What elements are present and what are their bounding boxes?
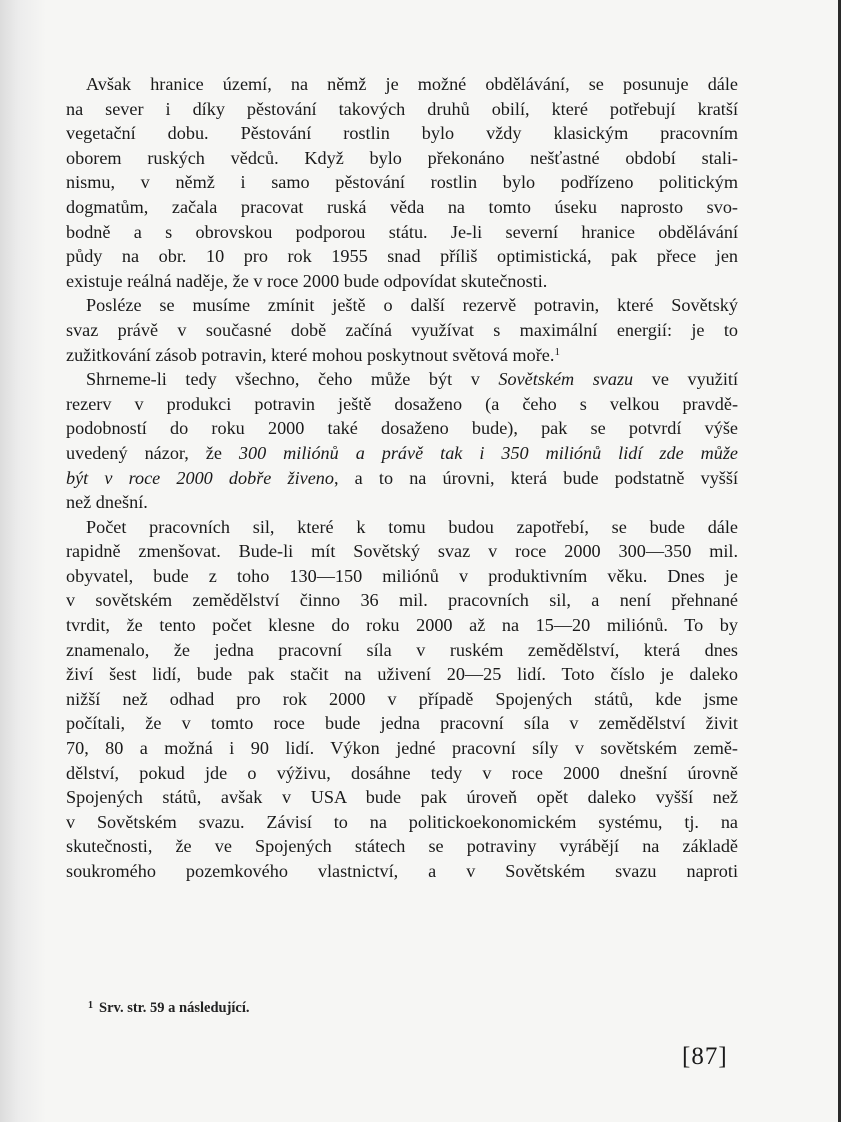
text-line: soukromého pozemkového vlastnictví, a v Sovětském svazu naproti	[66, 861, 738, 881]
text-line: oborem ruských vědců. Když bylo překonáno nešťastné období stali-	[66, 147, 738, 168]
footnote	[88, 1000, 250, 1017]
text-line: na sever i díky pěstování takových druhů obilí, které potřebují kratší	[66, 98, 738, 119]
emphasis: 300 miliónů a právě tak i 350 miliónů lidí zde může	[238, 442, 738, 463]
text-line: Počet pracovních sil, které k tomu budou zapotřebí, se bude dále	[86, 516, 738, 537]
text-line: nismu, v němž i samo pěstování rostlin bylo podřízeno politickým	[66, 172, 738, 193]
text-line-content: zužitkování zásob potravin, které mohou poskytnout světová moře.	[66, 344, 555, 365]
paragraph-1	[66, 72, 738, 293]
text-line	[66, 441, 738, 466]
text-line: Avšak hranice území, na němž je možné obdělávání, se posunuje dále	[86, 74, 738, 94]
text-run: Shrneme-li tedy všechno, čeho může být v	[86, 369, 499, 390]
text-line: Posléze se musíme zmínit ještě o další rezervě potravin, které Sovětský	[86, 295, 738, 316]
text-line: půdy na obr. 10 pro rok 1955 snad příliš optimistická, pak přece jen	[66, 246, 738, 267]
text-line: obyvatel, bude z toho 130—150 miliónů v produktivním věku. Dnes je	[66, 565, 738, 586]
text-line: počítali, že v tomto roce bude jedna pracovní síla v zemědělství živit	[66, 713, 738, 734]
text-line: živí šest lidí, bude pak stačit na uživení 20—25 lidí. Toto číslo je daleko	[66, 664, 738, 685]
text-line: v Sovětském svazu. Závisí to na politickoekonomickém systému, tj. na	[66, 811, 738, 832]
text-line	[66, 367, 738, 392]
text-line: vegetační dobu. Pěstování rostlin bylo vždy klasickým pracovním	[66, 123, 738, 144]
paragraph-3	[66, 367, 738, 515]
text-line	[66, 466, 738, 491]
text-line: dělství, pokud jde o výživu, dosáhne tedy v roce 2000 dnešní úrovně	[66, 762, 738, 783]
text-line: než dnešní.	[66, 492, 148, 513]
text-run: uvedený názor, že	[66, 442, 239, 463]
text-line: skutečnosti, že ve Spojených státech se potraviny vyrábějí na základě	[66, 836, 738, 857]
footnote-reference[interactable]: 1	[554, 345, 560, 358]
text-run: ve využití	[633, 369, 738, 390]
footnote-marker: 1	[88, 1000, 93, 1011]
text-line: bodně a s obrovskou podporou státu. Je-li severní hranice obdělávání	[66, 221, 738, 242]
text-run: , a to na úrovni, která bude podstatně vyšší	[333, 467, 738, 488]
page-body	[66, 72, 738, 884]
text-line: znamenalo, že jedna pracovní síla v ruském zemědělství, která dnes	[66, 639, 738, 660]
paragraph-2	[66, 293, 738, 367]
emphasis: být v roce 2000 dobře živeno	[66, 467, 334, 488]
text-line: podobností do roku 2000 také dosaženo bude), pak se potvrdí výše	[66, 418, 738, 439]
text-line: rezerv v produkci potravin ještě dosaženo (a čeho s velkou pravdě-	[66, 393, 738, 414]
text-line: nižší než odhad pro rok 2000 v případě Spojených států, kde jsme	[66, 688, 738, 709]
text-line: svaz právě v současné době začíná využívat s maximální energií: je to	[66, 319, 738, 340]
text-line: 70, 80 a možná i 90 lidí. Výkon jedné pracovní síly v sovětském země-	[66, 738, 738, 759]
text-line: tvrdit, že tento počet klesne do roku 2000 až na 15—20 miliónů. To by	[66, 615, 738, 636]
text-line	[66, 343, 738, 368]
text-line: existuje reálná naděje, že v roce 2000 bude odpovídat skutečnosti.	[66, 270, 548, 291]
paragraph-4	[66, 515, 738, 884]
book-gutter-shadow	[0, 0, 46, 1122]
text-line: v sovětském zemědělství činno 36 mil. pracovních sil, a není přehnané	[66, 590, 738, 611]
footnote-text: Srv. str. 59 a následující.	[99, 1000, 250, 1016]
text-line: dogmatům, začala pracovat ruská věda na tomto úseku naprosto svo-	[66, 196, 738, 217]
emphasis: Sovětském svazu	[498, 369, 634, 390]
page-number: [87]	[682, 1043, 728, 1070]
text-line: Spojených států, avšak v USA bude pak úroveň opět daleko vyšší než	[66, 787, 738, 808]
text-line: rapidně zmenšovat. Bude-li mít Sovětský svaz v roce 2000 300—350 mil.	[66, 541, 738, 562]
